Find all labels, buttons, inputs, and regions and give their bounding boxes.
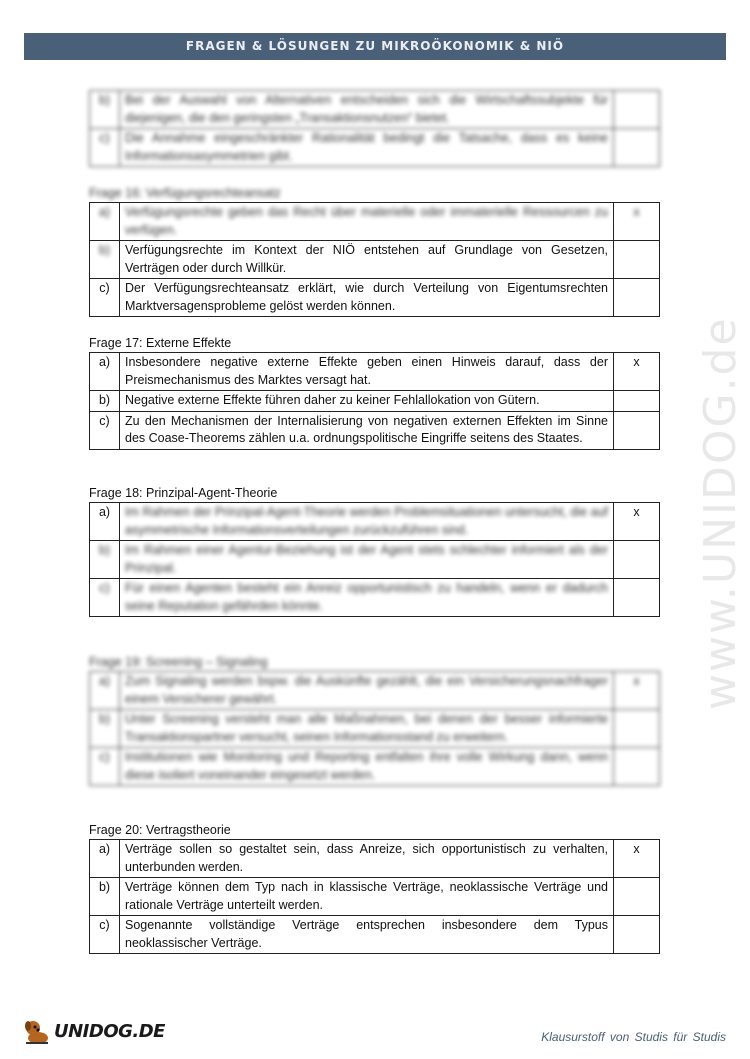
answer-mark <box>614 129 660 167</box>
question-section-17 <box>89 336 660 450</box>
answer-text: Verfügungsrechte im Kontext der NIÖ entstehen auf Grundlage von Gesetzen, Verträgen oder durch Willkür. <box>120 241 614 279</box>
answer-row <box>90 840 660 878</box>
answer-mark <box>614 391 660 412</box>
question-title: Frage 18: Prinzipal-Agent-Theorie <box>89 486 278 500</box>
answer-row <box>90 541 660 579</box>
answer-mark <box>614 878 660 916</box>
answer-text: Institutionen wie Monitoring und Reporting entfalten ihre volle Wirkung dann, wenn diese isoliert voneinander eingesetzt werden. <box>120 748 614 786</box>
answer-mark <box>614 91 660 129</box>
answer-mark: x <box>614 203 660 241</box>
answer-text: Insbesondere negative externe Effekte geben einen Hinweis darauf, dass der Preismechanismus des Marktes versagt hat. <box>120 353 614 391</box>
answer-mark <box>614 541 660 579</box>
answer-text: Für einen Agenten besteht ein Anreiz opportunistisch zu handeln, wenn er dadurch seine Reputation gefährden könnte. <box>120 579 614 617</box>
answer-label: a) <box>90 840 120 878</box>
watermark-text: www.UNIDOG.de <box>695 316 746 710</box>
answer-label: c) <box>90 579 120 617</box>
answer-mark <box>614 241 660 279</box>
answer-label: c) <box>90 129 120 167</box>
answer-table <box>89 839 660 954</box>
answer-row <box>90 129 660 167</box>
footer-slogan: Klausurstoff von Studis für Studis <box>541 1030 726 1044</box>
answer-mark: x <box>614 672 660 710</box>
answer-row <box>90 748 660 786</box>
answer-row <box>90 710 660 748</box>
answer-label: a) <box>90 353 120 391</box>
answer-label: a) <box>90 203 120 241</box>
answer-table <box>89 202 660 317</box>
answer-table <box>89 90 660 167</box>
answer-mark: x <box>614 353 660 391</box>
answer-mark <box>614 411 660 449</box>
answer-label: a) <box>90 672 120 710</box>
answer-label: c) <box>90 748 120 786</box>
answer-label: b) <box>90 541 120 579</box>
answer-text: Die Annahme eingeschränkter Rationalität bedingt die Tatsache, dass es keine Informationsasymmetrien gibt. <box>120 129 614 167</box>
answer-mark <box>614 279 660 317</box>
answer-row <box>90 241 660 279</box>
answer-text: Im Rahmen einer Agentur-Beziehung ist der Agent stets schlechter informiert als der Prinzipal. <box>120 541 614 579</box>
answer-table <box>89 352 660 450</box>
answer-row <box>90 353 660 391</box>
page-header-bar <box>24 33 726 60</box>
answer-label: b) <box>90 91 120 129</box>
question-title: Frage 20: Vertragstheorie <box>89 823 231 837</box>
answer-mark <box>614 748 660 786</box>
answer-label: c) <box>90 411 120 449</box>
answer-text: Bei der Auswahl von Alternativen entscheiden sich die Wirtschaftssubjekte für diejenigen, die den geringsten „Transaktionsnutzen“ bietet. <box>120 91 614 129</box>
answer-label: b) <box>90 878 120 916</box>
question-title: Frage 16: Verfügungsrechteansatz <box>89 186 281 200</box>
answer-label: a) <box>90 503 120 541</box>
answer-row <box>90 878 660 916</box>
answer-row <box>90 672 660 710</box>
question-title: Frage 19: Screening – Signaling <box>89 655 268 669</box>
answer-text: Zu den Mechanismen der Internalisierung von negativen externen Effekten im Sinne des Coase-Theorems zählen u.a. ordnungspolitische Eingriffe seitens des Staates. <box>120 411 614 449</box>
question-section-19 <box>89 655 660 786</box>
answer-text: Der Verfügungsrechteansatz erklärt, wie durch Verteilung von Eigentumsrechten Marktversagensprobleme gelöst werden können. <box>120 279 614 317</box>
answer-text: Verfügungsrechte geben das Recht über materielle oder immaterielle Ressourcen zu verfügen. <box>120 203 614 241</box>
answer-text: Negative externe Effekte führen daher zu keiner Fehlallokation von Gütern. <box>120 391 614 412</box>
answer-row <box>90 391 660 412</box>
answer-table <box>89 502 660 617</box>
answer-text: Sogenannte vollständige Verträge entsprechen insbesondere dem Typus neoklassischer Verträge. <box>120 916 614 954</box>
answer-label: c) <box>90 279 120 317</box>
answer-row <box>90 503 660 541</box>
answer-mark: x <box>614 840 660 878</box>
answer-mark: x <box>614 503 660 541</box>
answer-mark <box>614 916 660 954</box>
question-section-20 <box>89 823 660 954</box>
answer-text: Im Rahmen der Prinzipal-Agent-Theorie werden Problemsituationen untersucht, die auf asymmetrische Informationsverteilungen zurückzuführen sind. <box>120 503 614 541</box>
question-section-16 <box>89 186 660 317</box>
unidog-logo <box>22 1014 165 1048</box>
answer-label: c) <box>90 916 120 954</box>
answer-row <box>90 203 660 241</box>
answer-row <box>90 279 660 317</box>
question-section-18 <box>89 486 660 617</box>
answer-label: b) <box>90 710 120 748</box>
dog-mascot-icon <box>22 1016 52 1046</box>
answer-row <box>90 916 660 954</box>
answer-text: Verträge können dem Typ nach in klassische Verträge, neoklassische Verträge und rationale Verträge unterteilt werden. <box>120 878 614 916</box>
page-header-title: FRAGEN & LÖSUNGEN ZU MIKROÖKONOMIK & NIÖ <box>185 39 565 53</box>
answer-label: b) <box>90 241 120 279</box>
question-section-15-continued <box>89 90 660 167</box>
logo-text: UNIDOG.DE <box>54 1020 165 1042</box>
answer-text: Zum Signaling werden bspw. die Auskünfte gezählt, die ein Versicherungsnachfrager einem Versicherer gewährt. <box>120 672 614 710</box>
answer-mark <box>614 579 660 617</box>
answer-row <box>90 91 660 129</box>
answer-text: Unter Screening versteht man alle Maßnahmen, bei denen der besser informierte Transaktionspartner versucht, seinen Informationsstand zu erweitern. <box>120 710 614 748</box>
answer-table <box>89 671 660 786</box>
answer-mark <box>614 710 660 748</box>
answer-label: b) <box>90 391 120 412</box>
answer-text: Verträge sollen so gestaltet sein, dass Anreize, sich opportunistisch zu verhalten, unterbunden werden. <box>120 840 614 878</box>
answer-row <box>90 579 660 617</box>
question-title: Frage 17: Externe Effekte <box>89 336 232 350</box>
answer-row <box>90 411 660 449</box>
